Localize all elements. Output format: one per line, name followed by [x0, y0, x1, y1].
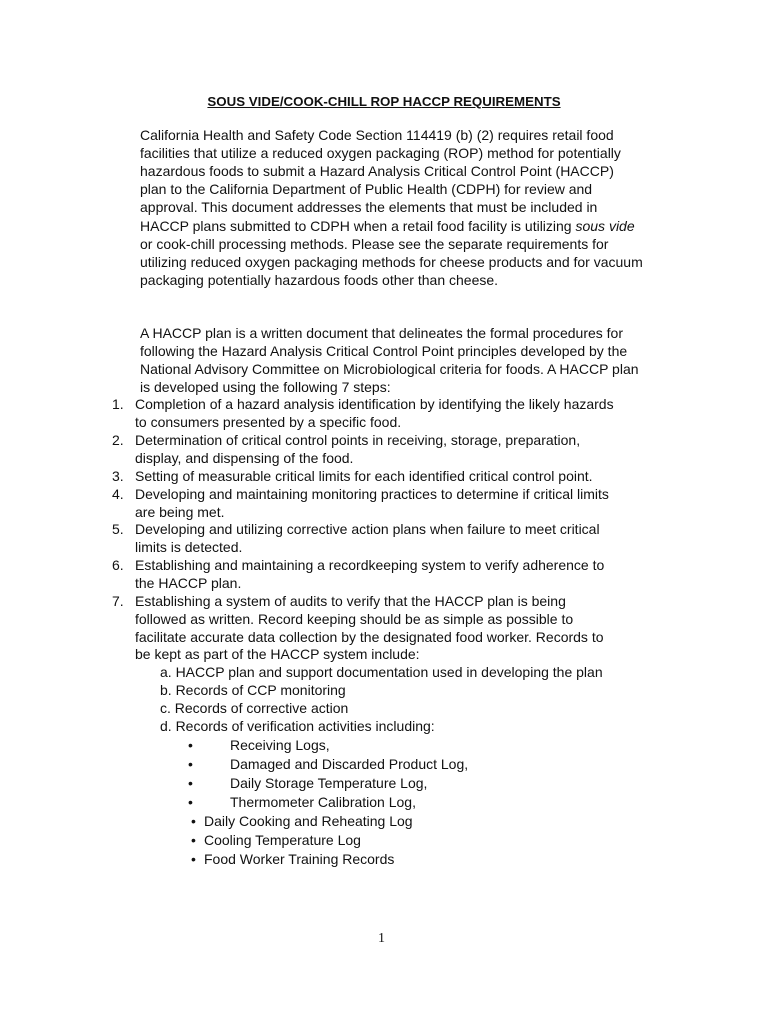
step-number: 7.: [112, 592, 124, 609]
page-number: 1: [378, 931, 385, 946]
bullet-icon: •: [191, 813, 196, 829]
haccp-intro-line: A HACCP plan is a written document that delineates the formal procedures for: [140, 325, 623, 341]
step-text: display, and dispensing of the food.: [135, 450, 354, 467]
intro-line: hazardous foods to submit a Hazard Analysis Critical Control Point (HACCP): [140, 163, 614, 180]
step-number: 5.: [112, 521, 124, 538]
emphasis-text: sous vide: [575, 217, 635, 234]
step-text: Developing and maintaining monitoring practices to determine if critical limits: [135, 485, 609, 502]
step-text: Establishing and maintaining a recordkeeping system to verify adherence to: [135, 557, 605, 574]
bullet-item: Thermometer Calibration Log,: [230, 794, 416, 810]
step-text: Setting of measurable critical limits for each identified critical control point.: [135, 467, 593, 484]
bullet-item: Cooling Temperature Log: [204, 832, 361, 848]
intro-line: plan to the California Department of Public Health (CDPH) for review and: [140, 181, 593, 198]
record-item: a. HACCP plan and support documentation used in developing the plan: [160, 664, 603, 681]
step-text: facilitate accurate data collection by the designated food worker. Records to: [135, 628, 604, 645]
step-number: 1.: [112, 396, 124, 413]
step-text: the HACCP plan.: [135, 575, 242, 592]
bullet-item: Daily Storage Temperature Log,: [230, 775, 428, 791]
step-number: 2.: [112, 432, 124, 449]
haccp-intro-line: National Advisory Committee on Microbiological criteria for foods. A HACCP plan: [140, 360, 639, 377]
step-text: followed as written. Record keeping should be as simple as possible to: [135, 610, 574, 627]
step-number: 3.: [112, 467, 124, 484]
record-item: c. Records of corrective action: [160, 700, 349, 717]
intro-line: packaging potentially hazardous foods other than cheese.: [140, 271, 499, 288]
bullet-icon: •: [188, 794, 193, 810]
step-text: limits is detected.: [135, 539, 243, 556]
intro-line: California Health and Safety Code Section 114419 (b) (2) requires retail food: [140, 127, 614, 143]
record-item: d. Records of verification activities including:: [160, 717, 435, 734]
step-number: 6.: [112, 557, 124, 574]
step-text: are being met.: [135, 503, 225, 520]
record-item: b. Records of CCP monitoring: [160, 682, 346, 699]
bullet-icon: •: [191, 851, 196, 867]
intro-line: approval. This document addresses the elements that must be included in: [140, 199, 598, 216]
intro-line: [140, 217, 635, 235]
intro-line: facilities that utilize a reduced oxygen packaging (ROP) method for potentially: [140, 145, 621, 162]
bullet-item: Damaged and Discarded Product Log,: [230, 756, 469, 772]
haccp-intro-line: is developed using the following 7 steps:: [140, 378, 391, 395]
bullet-item: Receiving Logs,: [230, 737, 330, 753]
bullet-item: Daily Cooking and Reheating Log: [204, 813, 413, 829]
intro-line: or cook-chill processing methods. Please see the separate requirements for: [140, 235, 609, 252]
step-text: Determination of critical control points in receiving, storage, preparation,: [135, 432, 581, 449]
step-text: be kept as part of the HACCP system include:: [135, 646, 420, 663]
intro-line-text: HACCP plans submitted to CDPH when a retail food facility is utilizing: [140, 217, 576, 234]
step-text: Completion of a hazard analysis identification by identifying the likely hazards: [135, 396, 614, 413]
document-title: SOUS VIDE/COOK-CHILL ROP HACCP REQUIREMENTS: [207, 94, 561, 109]
step-text: Establishing a system of audits to verify that the HACCP plan is being: [135, 592, 566, 609]
bullet-icon: •: [188, 756, 193, 772]
bullet-icon: •: [191, 832, 196, 848]
intro-line: utilizing reduced oxygen packaging methods for cheese products and for vacuum: [140, 253, 643, 270]
step-text: Developing and utilizing corrective action plans when failure to meet critical: [135, 521, 600, 538]
haccp-intro-line: following the Hazard Analysis Critical Control Point principles developed by the: [140, 342, 628, 359]
bullet-icon: •: [188, 737, 193, 753]
bullet-icon: •: [188, 775, 193, 791]
bullet-item: Food Worker Training Records: [204, 851, 395, 867]
step-text: to consumers presented by a specific food.: [135, 414, 402, 431]
step-number: 4.: [112, 485, 124, 502]
